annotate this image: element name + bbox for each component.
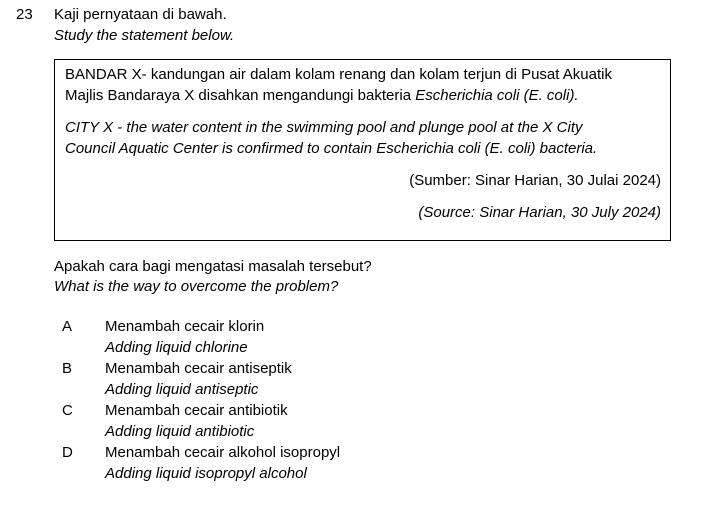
option-c-malay: Menambah cecair antibiotik	[105, 402, 288, 419]
option-a-english: Adding liquid chlorine	[105, 339, 248, 356]
statement-malay-line-1: BANDAR X- kandungan air dalam kolam renang dan kolam terjun di Pusat Akuatik	[65, 66, 612, 83]
question-stem-english: Study the statement below.	[54, 27, 235, 44]
statement-malay-line-2	[65, 86, 579, 106]
option-b-malay: Menambah cecair antiseptik	[105, 360, 292, 377]
source-english: (Source: Sinar Harian, 30 July 2024)	[418, 204, 661, 221]
option-d-english: Adding liquid isopropyl alcohol	[105, 465, 307, 482]
prompt-english: What is the way to overcome the problem?	[54, 278, 339, 295]
option-a-malay: Menambah cecair klorin	[105, 318, 265, 335]
option-c-letter: C	[62, 402, 73, 419]
option-a-letter: A	[62, 318, 73, 335]
statement-english-line-1: CITY X - the water content in the swimming pool and plunge pool at the X City	[65, 119, 583, 136]
option-b-letter: B	[62, 360, 73, 377]
option-b-english: Adding liquid antiseptic	[105, 381, 259, 398]
question-stem-malay: Kaji pernyataan di bawah.	[54, 6, 227, 23]
statement-malay-bacteria-name: Escherichia coli (E. coli).	[415, 87, 579, 104]
statement-english-line-2: Council Aquatic Center is confirmed to contain Escherichia coli (E. coli) bacteria.	[65, 140, 598, 157]
option-c-english: Adding liquid antibiotic	[105, 423, 255, 440]
source-malay: (Sumber: Sinar Harian, 30 Julai 2024)	[409, 172, 661, 189]
question-number: 23	[16, 6, 33, 23]
prompt-malay: Apakah cara bagi mengatasi masalah tersebut?	[54, 258, 372, 275]
option-d-letter: D	[62, 444, 73, 461]
statement-malay-line-2-text: Majlis Bandaraya X disahkan mengandungi bakteria	[65, 87, 416, 104]
statement-box	[54, 59, 671, 241]
option-d-malay: Menambah cecair alkohol isopropyl	[105, 444, 341, 461]
